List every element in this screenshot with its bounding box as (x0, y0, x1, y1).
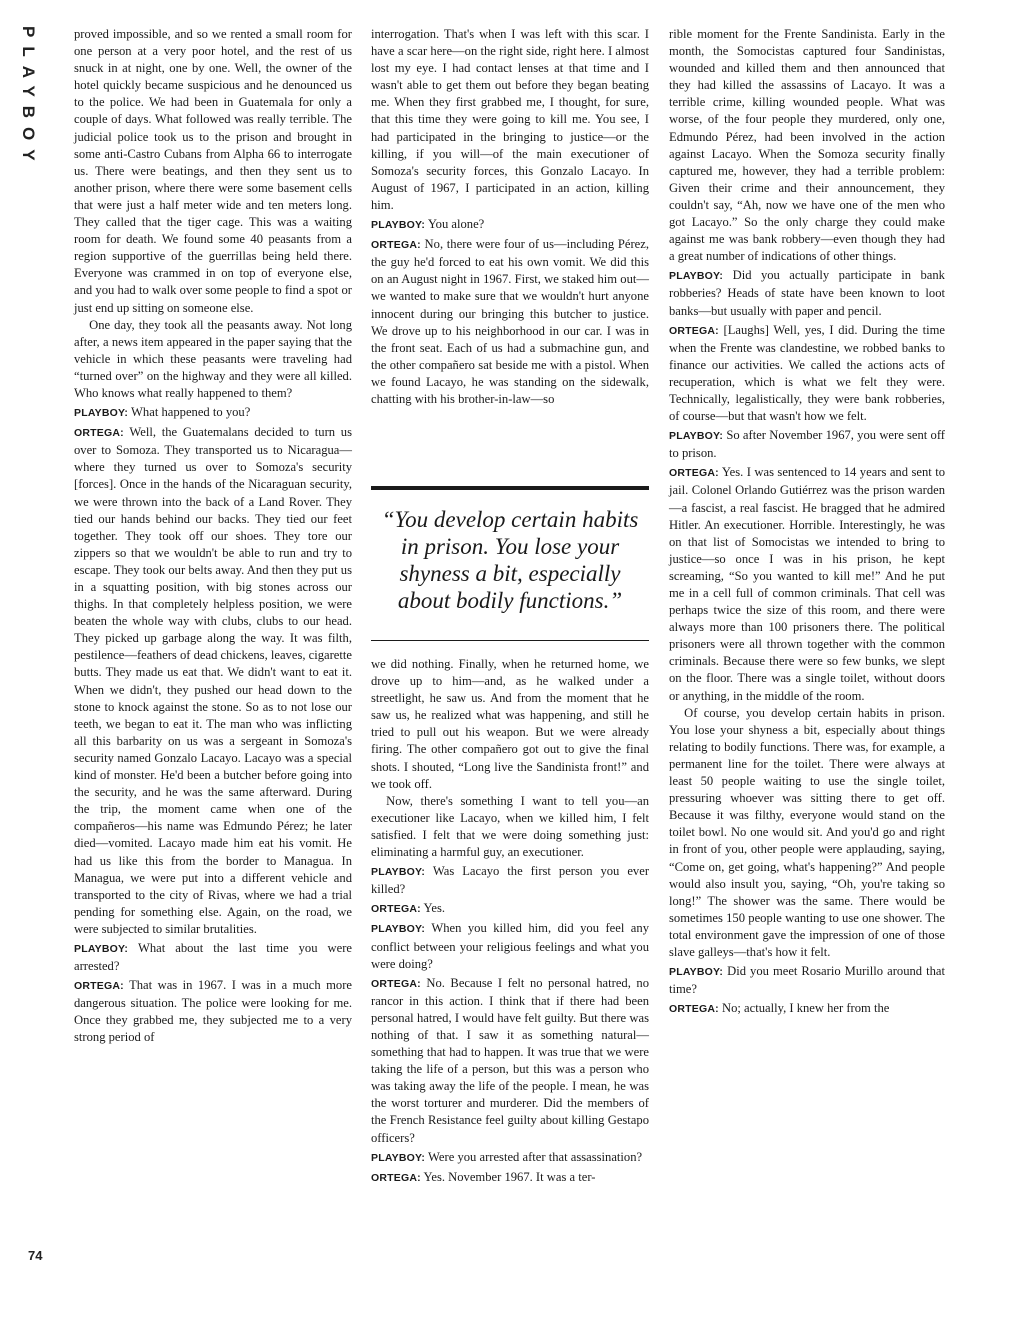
pull-quote: “You develop certain habits in prison. You lose your shyness a bit, especially about bodily functions.” (381, 507, 639, 613)
paragraph: we did nothing. Finally, when he returned home, we drove up to him—and, as he walked under a streetlight, he saw us. And from the moment that he saw us, he realized what was happening, and still he tried to pull out his weapon. But we were already firing. The other compañero got out to give the final shots. I shouted, “Long live the Sandinista front!” and we took off. (371, 657, 649, 791)
interview-question (371, 216, 649, 234)
answer-text: Yes. November 1967. It was a ter- (423, 1169, 596, 1184)
column-2-top (371, 26, 649, 408)
answer-text: [Laughs] Well, yes, I did. During the time when the Frente was clandestine, we robbed banks to finance our activities. We called the actions acts of recuperation, which is what we felt they were. Technically, legalistically, they were bank robberies, of course—but that wasn't how we felt. (669, 322, 945, 424)
speaker-label: ORTEGA: (74, 980, 124, 993)
question-text: When you killed him, did you feel any conflict between your religious feelings and what you were doing? (371, 921, 649, 971)
interview-answer (669, 1000, 945, 1018)
interview-answer (74, 977, 352, 1046)
answer-text: Well, the Guatemalans decided to turn us over to Somoza. They transported us to Nicaragua—where they turned us over to Somoza's security [forces]. Once in the hands of the Nicaraguan security, we were thrown into the back of a Land Rover. They tied our hands behind our backs. They tied our feet together. They took off our shoes. They tore our zippers so that we wouldn't be able to run and try to escape. They took our belts away. And then they put us in a squatting position, with big stones across our thighs. In that completely helpless position, we were beaten the whole way with clubs, clubs to our head. They picked up garbage along the way. It was filth, pestilence—feathers of dead chickens, leaves, cigarette butts. They made us eat that. We didn't want to eat it. When we didn't, they pushed our head down to the stone to knock against the stone. So as to not lose our teeth, we began to eat it. The man who was inflicting all this barbarity on us was a sergeant in Somoza's security named Gonzalo Lacayo. Lacayo was a special kind of monster. He'd been a butcher before going into the security, and he was the same afterward. During the trip, the moment came when one of the compañeros—his name was Edmundo Pérez; he later died—vomited. Lacayo made him eat his vomit. He had us like this from the border to Managua. In Managua, we were put into a different vehicle and transported to the city of Rivas, where we had a trial pending for something else. Again, on the road, we were subjected to similar brutalities. (74, 425, 353, 936)
article-column-3 (669, 26, 945, 1018)
page-number: 74 (28, 1248, 43, 1263)
answer-text: No. Because I felt no personal hatred, no rancor in this action. I think that if there had been personal hatred, I would have felt guilty. But there was nothing of that. I saw it as something natural—something that had to happen. It was true that we were taking the life of a person, but this was a person who was taking away the life of the people. I mean, he was the worst torturer and murderer. Did the members of the French Resistance feel guilty about killing Gestapo officers? (371, 975, 649, 1145)
speaker-label: ORTEGA: (74, 427, 124, 440)
pullquote-bottom-rule (371, 640, 649, 641)
speaker-label: PLAYBOY: (371, 923, 426, 936)
interview-question (371, 1149, 649, 1167)
pullquote-top-rule (371, 486, 649, 490)
question-text: Did you actually participate in bank robberies? Heads of state have been known to loot banks—but usually with paper and pencil. (669, 268, 945, 318)
speaker-label: PLAYBOY: (371, 1151, 426, 1164)
answer-text: No; actually, I knew her from the (721, 1001, 890, 1016)
answer-text: No, there were four of us—including Pérez, the guy he'd forced to eat his own vomit. We did this on an August night in 1967. First, we staked him out—we wanted to make sure that we wouldn't hurt anyone innocent during our bringing this butcher to justice. We drove up to his neighborhood in our car. I was in the front seat. Each of us had a submachine gun, and the other compañero sat beside me with a pistol. When we found Lacayo, he was standing on the sidewalk, chatting with his brother-in-law—so (371, 237, 649, 406)
question-text: What happened to you? (131, 405, 251, 420)
speaker-label: ORTEGA: (669, 1003, 719, 1016)
interview-answer (371, 900, 649, 918)
interview-question (371, 920, 649, 972)
speaker-label: PLAYBOY: (669, 966, 724, 979)
speaker-label: PLAYBOY: (371, 866, 426, 879)
answer-text: Yes. I was sentenced to 14 years and sent to jail. Colonel Orlando Gutiérrez was the prison warden—a fascist, a real fascist. He bragged that he admired Hitler. An executioner. Horrible. Interestingly, he was on that list of Somocistas we intended to bring to justice—so once I was in his prison, he kept screaming, “So you wanted to kill me!” And he put me in a cell full of common criminals. That cell was perhaps twice the size of this room, and there were always more than 100 prisoners there. The political prisoners were all thrown together with the common criminals. Because there were so few bunks, we slept on the floor. There was a single toilet, without doors or anything, in the middle of the room. (669, 465, 945, 703)
interview-question (669, 267, 945, 319)
question-text: What about the last time you were arrested? (74, 940, 352, 974)
speaker-label: PLAYBOY: (669, 430, 724, 443)
speaker-label: ORTEGA: (669, 324, 719, 337)
question-text: So after November 1967, you were sent off to prison. (669, 428, 946, 461)
masthead-text: PLAYBOY (19, 26, 38, 170)
question-text: Did you meet Rosario Murillo around that time? (669, 964, 945, 997)
interview-question (74, 940, 352, 975)
speaker-label: PLAYBOY: (371, 219, 426, 232)
paragraph: rible moment for the Frente Sandinista. Early in the month, the Somocistas captured four Sandinistas, wounded and killed them and then announced that they had killed the assassins of Lacayo. It was a terrible crime, killing wounded people. What was worse, of the four people they murdered, only one, Edmundo Pérez, had been involved in the action against Lacayo. When the Somoza security finally captured me, however, they had a terrible problem: Given their crime and their announcement, they couldn't say, “Ah, now we have one of the men who got Lacayo.” So the only charge they could make against me was bank robbery—even though they had a great number of indications of other things. (669, 27, 945, 264)
interview-question (74, 404, 352, 422)
interview-question (669, 427, 945, 462)
paragraph: Now, there's something I want to tell you—an executioner like Lacayo, when we killed him, I felt satisfied. I felt that we were doing something just: eliminating a harmful guy, an executioner. (371, 793, 649, 860)
speaker-label: ORTEGA: (371, 1171, 421, 1184)
interview-answer (371, 1169, 649, 1187)
interview-question (371, 863, 649, 898)
speaker-label: ORTEGA: (669, 467, 719, 480)
paragraph: Of course, you develop certain habits in prison. You lose your shyness a bit, especially about things relating to bodily functions. There was, for example, a permanent line for the toilet. There were always at least 50 people waiting to use the single toilet, pressuring whoever was sitting there to get off. Because it was filthy, everyone would stand on the toilet bowl. No one would sit. And you'd go and right in front of you, other people were applauding, saying, “Come on, get going, what's happening?” And people would also insult you, saying, “Oh, you're taking so long!” The shower was the same. There would be sometimes 150 people wanting to use one shower. The total environment gave the impression of one of those slave galleys—that's how it felt. (669, 705, 945, 959)
paragraph: proved impossible, and so we rented a small room for one person at a very poor hotel, and the rest of us snuck in at night, one by one. Well, the owner of the hotel quickly became suspicious and he denounced us to the police. We had been in Guatemala for only a couple of days. What followed was really terrible. The judicial police took us to the prison and brought in some anti-Castro Cubans from Alpha 66 to interrogate us. There were beatings, and then they sent us to another prison, where there were some basement cells that were just a half meter wide and ten meters long. They called that the tiger cage. This was a waiting room for death. We found some 40 peasants from a region supportive of the guerrillas being held there. Everyone was crammed in on top of everyone else, and you had to walk over some people to find a spot or just end up sitting on someone else. (74, 27, 352, 315)
answer-text: Yes. (423, 901, 445, 916)
interview-question (669, 963, 945, 998)
speaker-label: PLAYBOY: (669, 270, 724, 283)
speaker-label: PLAYBOY: (74, 942, 129, 955)
question-text: Were you arrested after that assassination? (428, 1149, 643, 1164)
question-text: You alone? (427, 217, 485, 232)
speaker-label: ORTEGA: (371, 239, 421, 252)
paragraph: One day, they took all the peasants away. Not long after, a news item appeared in the paper saying that the vehicle in which these peasants were traveling had “turned over” on the highway and they were all killed. Who knows what really happened to them? (74, 317, 352, 400)
column-2-bottom (371, 656, 649, 1187)
question-text: Was Lacayo the first person you ever killed? (371, 864, 650, 897)
speaker-label: PLAYBOY: (74, 407, 129, 420)
interview-answer (74, 424, 352, 938)
interview-answer (669, 322, 945, 426)
interview-answer (371, 236, 649, 408)
interview-answer (669, 464, 945, 704)
interview-answer (371, 975, 649, 1147)
answer-text: That was in 1967. I was in a much more dangerous situation. The police were looking for me. Once they grabbed me, they subjected me to a very strong period of (74, 978, 352, 1045)
speaker-label: ORTEGA: (371, 903, 421, 916)
article-column-1 (74, 26, 352, 1047)
speaker-label: ORTEGA: (371, 977, 421, 990)
paragraph: interrogation. That's when I was left with this scar. I have a scar here—on the right side, right here. I almost lost my eye. I had contact lenses at that time and I wasn't able to get them out before they began beating me. When they first grabbed me, I thought, for sure, that this time they were going to kill me. You see, I had participated in the bringing to justice—or the killing, if you will—of the main executioner of Somoza's security forces, this Gonzalo Lacayo. In August of 1967, I participated in an action, killing him. (371, 27, 649, 212)
